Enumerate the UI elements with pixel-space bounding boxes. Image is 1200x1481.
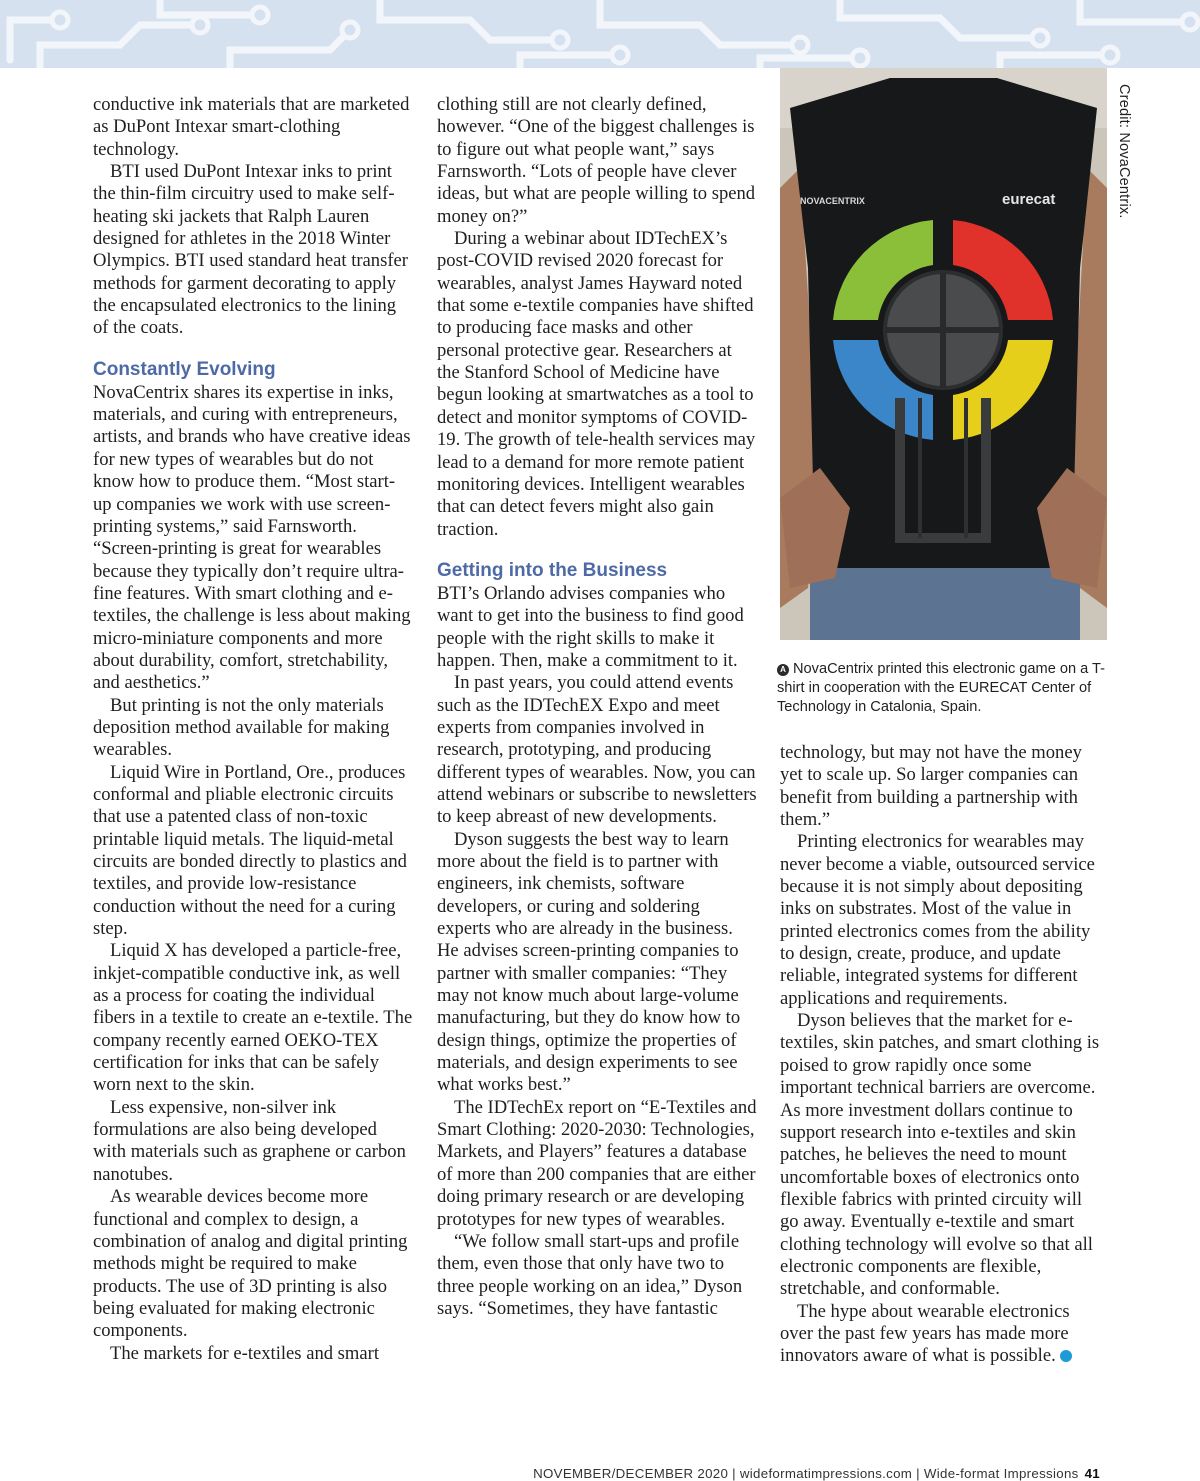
- body-paragraph: [93, 1097, 413, 1186]
- paragraph-text: In past years, you could attend events such as the IDTechEX Expo and meet experts from companies involved in research, prototyping, and producing different types of wearables. Now, you can attend webinars or subscribe to newsletters to keep abreast of new developments.: [437, 672, 757, 828]
- body-paragraph: [93, 94, 413, 161]
- page-footer: [380, 1466, 1100, 1481]
- body-paragraph: [93, 1186, 413, 1342]
- body-paragraph: [780, 742, 1100, 831]
- body-paragraph: [437, 829, 757, 1097]
- paragraph-text: BTI used DuPont Intexar inks to print the thin-film circuitry used to make self-heating ski jackets that Ralph Lauren designed for athletes in the 2018 Winter Olympics. BTI used standard heat transfer methods for garment decorating to apply the encapsulated electronics to the lining of the coats.: [93, 161, 408, 339]
- shirt-logo-right: eurecat: [1002, 191, 1056, 208]
- body-paragraph: [93, 161, 413, 340]
- footer-text: NOVEMBER/DECEMBER 2020 | wideformatimpressions.com | Wide-format Impressions: [533, 1466, 1079, 1481]
- body-paragraph: [437, 672, 757, 828]
- body-paragraph: [437, 1231, 757, 1320]
- body-paragraph: [780, 831, 1100, 1010]
- section-heading: [437, 559, 757, 583]
- caption-text: NovaCentrix printed this electronic game on a T-shirt in cooperation with the EURECAT Center of Technology in Catalonia, Spain.: [777, 661, 1106, 715]
- photo-caption: [777, 660, 1122, 717]
- paragraph-text: Liquid Wire in Portland, Ore., produces conformal and pliable electronic circuits that use a patented class of non-toxic printable liquid metals. The liquid-metal circuits are bonded directly to plastics and textiles, and provide low-resistance conduction without the need for a curing step.: [93, 761, 407, 940]
- paragraph-text: During a webinar about IDTechEX’s post-COVID revised 2020 forecast for wearables, analyst James Hayward noted that some e-textile companies have shifted to producing face masks and other personal protective gear. Researchers at the Stanford School of Medicine have begun looking at smartwatches as a tool to detect and monitor symptoms of COVID-19. The growth of tele-health services may lead to a demand for more remote patient monitoring devices. Intelligent wearables that can detect fevers might also gain traction.: [437, 228, 756, 540]
- body-paragraph: [93, 382, 413, 695]
- body-paragraph: [780, 1301, 1100, 1368]
- heading-text: Getting into the Business: [437, 559, 668, 581]
- shirt-logo-left: NOVACENTRIX: [800, 196, 865, 206]
- paragraph-text: Dyson suggests the best way to learn more about the field is to partner with engineers, ink chemists, software developers, or curing and soldering experts who are already in the business. He advises screen-printing companies to partner with smaller companies: “They may not know much about large-volume manufacturing, but they do know how to design things, optimize the properties of materials, and design experiments to see what works best.”: [437, 828, 741, 1096]
- article-column-3: [780, 742, 1100, 1368]
- photo-credit: Credit: NovaCentrix.: [1116, 84, 1132, 219]
- paragraph-text: “We follow small start-ups and profile them, even those that only have two to three people working on an idea,” Dyson says. “Sometimes, they have fantastic: [437, 1230, 743, 1319]
- body-paragraph: [437, 94, 757, 228]
- body-paragraph: [93, 762, 413, 941]
- article-column-2: [437, 94, 757, 1320]
- caption-marker-icon: A: [777, 664, 789, 676]
- paragraph-text: The hype about wearable electronics over the past few years has made more innovators aware of what is possible.: [780, 1300, 1070, 1367]
- end-of-article-icon: [1060, 1350, 1072, 1362]
- circuit-pattern-icon: [0, 0, 1200, 68]
- body-paragraph: [93, 940, 413, 1096]
- body-paragraph: [437, 228, 757, 541]
- body-paragraph: [780, 1010, 1100, 1300]
- article-column-1: [93, 94, 413, 1365]
- body-paragraph: [437, 583, 757, 672]
- paragraph-text: NovaCentrix shares its expertise in inks, materials, and curing with entrepreneurs, artists, and brands who have creative ideas for new types of wearables but do not know how to produce them. “Most start-up companies we work with use screen-printing systems,” said Farnsworth. “Screen-printing is great for wearables because they typically don’t require ultra-fine features. With smart clothing and e-textiles, the challenge is less about making micro-miniature components and more about durability, comfort, stretchability, and aesthetics.”: [93, 381, 411, 694]
- tshirt-photo: [780, 68, 1107, 640]
- page-number: 41: [1084, 1466, 1100, 1481]
- paragraph-text: Liquid X has developed a particle-free, inkjet-compatible conductive ink, as well as a process for coating the individual fibers in a textile to create an e-textile. The company recently earned OEKO-TEX certification for inks that can be safely worn next to the skin.: [93, 940, 413, 1096]
- paragraph-text: As wearable devices become more functional and complex to design, a combination of analog and digital printing methods might be required to make products. The use of 3D printing is also being evaluated for making electronic components.: [93, 1186, 408, 1342]
- paragraph-text: Printing electronics for wearables may never become a viable, outsourced service because it is not simply about depositing inks on substrates. Most of the value in printed electronics comes from the ability to design, create, produce, and update reliable, integrated systems for different applications and requirements.: [780, 831, 1095, 1009]
- header-circuit-banner: [0, 0, 1200, 68]
- paragraph-text: The IDTechEx report on “E-Textiles and Smart Clothing: 2020-2030: Technologies, Markets, and Players” features a database of more than 200 companies that are either doing primary research or are developing prototypes for new types of wearables.: [437, 1096, 757, 1230]
- paragraph-text: The markets for e-textiles and smart: [110, 1342, 379, 1364]
- paragraph-text: conductive ink materials that are marketed as DuPont Intexar smart-clothing technology.: [93, 94, 410, 160]
- body-paragraph: [93, 1343, 413, 1365]
- paragraph-text: Less expensive, non-silver ink formulations are also being developed with materials such as graphene or carbon nanotubes.: [93, 1096, 406, 1185]
- body-paragraph: [93, 695, 413, 762]
- paragraph-text: BTI’s Orlando advises companies who want to get into the business to find good people with the right skills to make it happen. Then, make a commitment to it.: [437, 582, 744, 671]
- paragraph-text: Dyson believes that the market for e-textiles, skin patches, and smart clothing is poised to grow rapidly once some important technical barriers are overcome. As more investment dollars continue to support research into e-textiles and skin patches, he believes the need to mount uncomfortable boxes of electronics onto flexible fabrics with printed circuity will go away. Eventually e-textile and smart clothing technology will evolve so that all electronic components are flexible, stretchable, and conformable.: [780, 1010, 1100, 1300]
- body-paragraph: [437, 1097, 757, 1231]
- paragraph-text: But printing is not the only materials deposition method available for making wearables.: [93, 694, 390, 761]
- paragraph-text: clothing still are not clearly defined, however. “One of the biggest challenges is to figure out what people want,” says Farnsworth. “Lots of people have clever ideas, but what are people willing to spend money on?”: [437, 94, 756, 227]
- heading-text: Constantly Evolving: [93, 358, 276, 380]
- paragraph-text: technology, but may not have the money yet to scale up. So larger companies can benefit from building a partnership with them.”: [780, 742, 1082, 831]
- section-heading: [93, 358, 413, 382]
